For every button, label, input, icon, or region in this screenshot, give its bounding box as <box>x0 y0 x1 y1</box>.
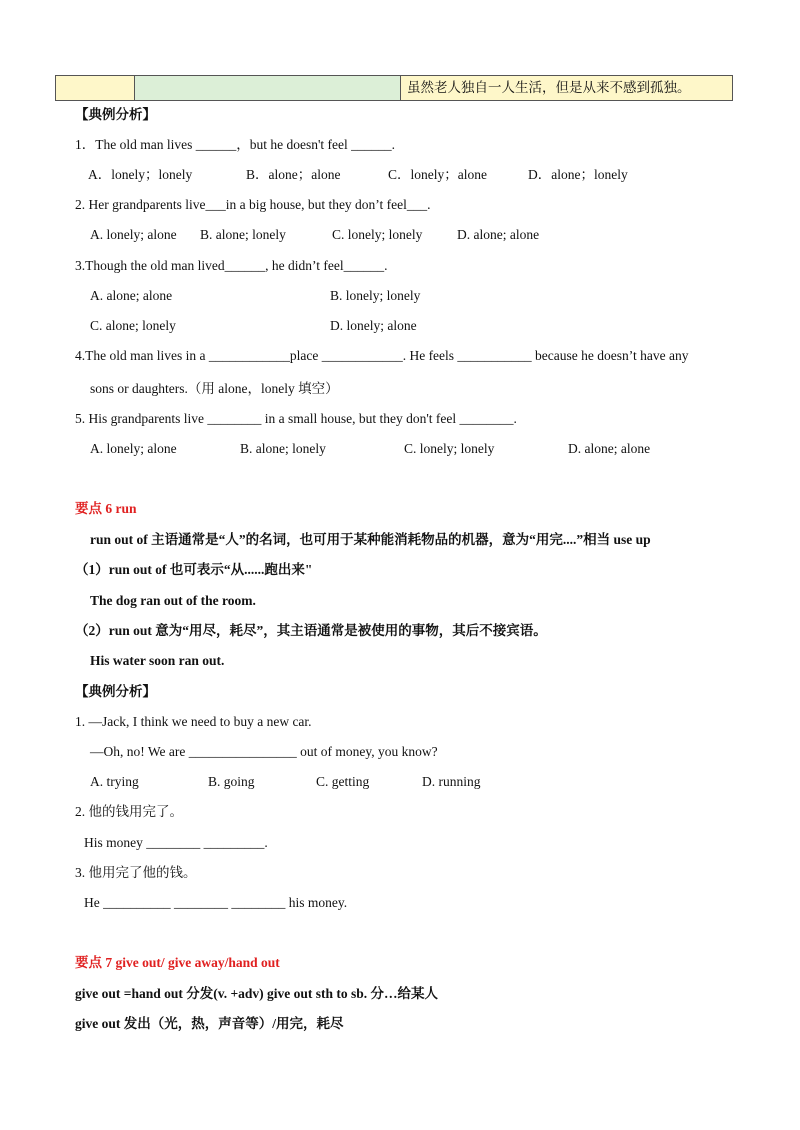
question-2-answer: His money ________ _________. <box>84 835 268 850</box>
question-3: 3. 他用完了他的钱。 <box>75 865 197 880</box>
option-d: D. alone; alone <box>457 227 540 242</box>
header-table-row <box>55 75 733 101</box>
point-6-line-2: （1）run out of 也可表示“从......跑出来" <box>75 562 313 577</box>
question-1: 1. —Jack, I think we need to buy a new car. <box>75 714 312 729</box>
option-d: D. lonely; alone <box>330 318 417 333</box>
point-6-example-2: His water soon ran out. <box>90 653 225 668</box>
option-b: B. going <box>208 774 255 789</box>
option-d: D．alone；lonely <box>528 167 628 182</box>
option-c: C. lonely; lonely <box>404 441 495 456</box>
option-c: C. alone; lonely <box>90 318 176 333</box>
question-3-answer: He __________ ________ ________ his money. <box>84 895 348 910</box>
section-title: 【典例分析】 <box>75 684 156 699</box>
question-1-continued: —Oh, no! We are ________________ out of money, you know? <box>90 744 438 759</box>
option-a: A. lonely; alone <box>90 227 177 242</box>
option-a: A. trying <box>90 774 139 789</box>
option-c: C. lonely; lonely <box>332 227 423 242</box>
point-6-example-1: The dog ran out of the room. <box>90 593 256 608</box>
question-5: 5. His grandparents live ________ in a small house, but they don't feel ________. <box>75 411 517 426</box>
table-cell-1 <box>56 76 135 100</box>
point-6-line-4: （2）run out 意为“用尽，耗尽”，其主语通常是被使用的事物，其后不接宾语。 <box>75 623 547 638</box>
option-b: B．alone；alone <box>246 167 341 182</box>
option-a: A．lonely；lonely <box>88 167 193 182</box>
option-b: B. alone; lonely <box>200 227 286 242</box>
option-c: C. getting <box>316 774 370 789</box>
option-d: D. running <box>422 774 481 789</box>
question-2: 2. 他的钱用完了。 <box>75 804 183 819</box>
option-b: B. alone; lonely <box>240 441 326 456</box>
question-3: 3.Though the old man lived______, he didn’t feel______. <box>75 258 388 273</box>
option-c: C．lonely；alone <box>388 167 487 182</box>
option-a: A. lonely; alone <box>90 441 177 456</box>
point-6-heading: 要点 6 run <box>75 501 137 516</box>
question-2: 2. Her grandparents live___in a big house, but they don’t feel___. <box>75 197 431 212</box>
point-7-heading: 要点 7 give out/ give away/hand out <box>75 955 280 970</box>
question-4-continued: sons or daughters.（用 alone，lonely 填空） <box>90 381 339 396</box>
point-7-line-2: give out 发出（光，热，声音等）/用完，耗尽 <box>75 1016 344 1031</box>
table-cell-3: 虽然老人独自一人生活，但是从来不感到孤独。 <box>401 76 732 100</box>
option-d: D. alone; alone <box>568 441 651 456</box>
point-7-line-1: give out =hand out 分发(v. +adv) give out sth to sb. 分…给某人 <box>75 986 439 1001</box>
option-a: A. alone; alone <box>90 288 173 303</box>
question-4: 4.The old man lives in a ____________place ____________. He feels ___________ because he doesn’t have any <box>75 348 689 363</box>
section-title: 【典例分析】 <box>75 107 156 122</box>
table-cell-2 <box>135 76 401 100</box>
option-b: B. lonely; lonely <box>330 288 421 303</box>
point-6-line-1: run out of 主语通常是“人”的名词，也可用于某种能消耗物品的机器，意为“用完....”相当 use up <box>90 532 651 547</box>
question-1: 1．The old man lives ______，but he doesn't feel ______. <box>75 137 396 152</box>
